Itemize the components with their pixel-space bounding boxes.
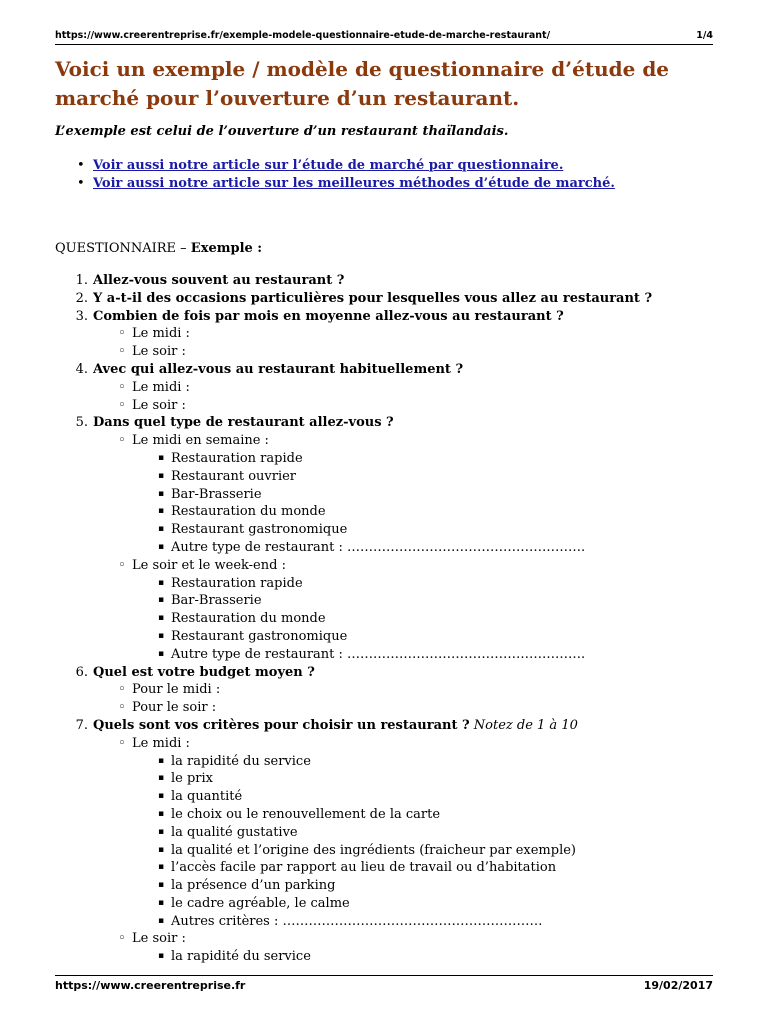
option-item: [55, 859, 652, 877]
questionnaire-heading-main: Exemple :: [190, 241, 263, 256]
question-item: [55, 414, 652, 432]
circle-bullet-icon: ◦: [118, 557, 126, 573]
option-item: [55, 806, 652, 824]
sub-question-item: [55, 557, 652, 575]
option-item: [55, 788, 652, 806]
sub-question-text: Le soir et le week-end :: [132, 557, 286, 573]
option-text: Bar-Brasserie: [171, 593, 262, 609]
option-text: Restaurant gastronomique: [171, 522, 348, 538]
question-number: 3.: [75, 308, 88, 324]
option-text: Bar-Brasserie: [171, 486, 262, 502]
option-item: [55, 521, 652, 539]
sub-question-text: Pour le midi :: [132, 682, 221, 698]
question-text: Dans quel type de restaurant allez-vous ?: [93, 415, 394, 431]
sub-question-item: [55, 699, 652, 717]
link-etude-questionnaire[interactable]: Voir aussi notre article sur l’étude de marché par questionnaire.: [93, 158, 564, 173]
page-footer: [55, 975, 713, 992]
circle-bullet-icon: ◦: [118, 379, 126, 395]
option-text: la rapidité du service: [171, 949, 311, 965]
question-item: [55, 272, 652, 290]
option-text: Restauration rapide: [171, 450, 303, 466]
option-text: Restauration du monde: [171, 504, 326, 520]
circle-bullet-icon: ◦: [118, 700, 126, 716]
option-text: Autres critères : ……………………………………………………: [171, 913, 543, 929]
question-text: Avec qui allez-vous au restaurant habituellement ?: [93, 361, 464, 377]
option-text: la quantité: [171, 789, 243, 805]
question-item: [55, 308, 652, 326]
option-item: [55, 948, 652, 966]
square-bullet-icon: ▪: [158, 524, 165, 535]
option-text: Restaurant gastronomique: [171, 628, 348, 644]
option-text: la rapidité du service: [171, 753, 311, 769]
questionnaire-heading-prefix: QUESTIONNAIRE –: [55, 241, 191, 256]
sub-question-item: [55, 397, 652, 415]
option-text: la qualité et l’origine des ingrédients (fraicheur par exemple): [171, 842, 576, 858]
square-bullet-icon: ▪: [158, 791, 165, 802]
option-item: [55, 842, 652, 860]
sub-question-item: [55, 930, 652, 948]
questionnaire-list: [55, 272, 652, 966]
square-bullet-icon: ▪: [158, 577, 165, 588]
sub-question-item: [55, 343, 652, 361]
square-bullet-icon: ▪: [158, 844, 165, 855]
sub-question-item: [55, 432, 652, 450]
option-item: [55, 539, 652, 557]
question-item: [55, 717, 652, 735]
header-url: https://www.creerentreprise.fr/exemple-modele-questionnaire-etude-de-marche-restaurant/: [55, 30, 551, 41]
sub-question-item: [55, 681, 652, 699]
square-bullet-icon: ▪: [158, 915, 165, 926]
sub-question-item: [55, 379, 652, 397]
question-number: 2.: [75, 290, 88, 306]
list-item: [55, 157, 615, 175]
page-number: 1/4: [696, 30, 713, 41]
sub-question-text: Le midi :: [132, 326, 190, 342]
question-number: 7.: [75, 717, 88, 733]
sub-question-text: Le midi :: [132, 379, 190, 395]
option-text: la présence d’un parking: [171, 878, 336, 894]
sub-question-item: [55, 735, 652, 753]
option-item: [55, 646, 652, 664]
option-text: Restaurant ouvrier: [171, 468, 297, 484]
option-item: [55, 486, 652, 504]
option-item: [55, 913, 652, 931]
option-text: Autre type de restaurant : ……………………………………………….: [171, 539, 586, 555]
questionnaire-heading: [55, 240, 262, 258]
question-item: [55, 290, 652, 308]
option-text: le choix ou le renouvellement de la carte: [171, 806, 441, 822]
question-text: Quel est votre budget moyen ?: [93, 664, 315, 680]
square-bullet-icon: ▪: [158, 897, 165, 908]
question-number: 6.: [75, 664, 88, 680]
page-header: [55, 30, 713, 45]
footer-site: https://www.creerentreprise.fr: [55, 979, 246, 992]
intro-text: L’exemple est celui de l’ouverture d’un restaurant thaïlandais.: [55, 124, 509, 139]
question-text: Y a-t-il des occasions particulières pour lesquelles vous allez au restaurant ?: [93, 290, 653, 306]
square-bullet-icon: ▪: [158, 630, 165, 641]
square-bullet-icon: ▪: [158, 595, 165, 606]
option-text: l’accès facile par rapport au lieu de travail ou d’habitation: [171, 860, 557, 876]
sub-question-text: Le soir :: [132, 344, 186, 360]
option-item: [55, 592, 652, 610]
question-note: Notez de 1 à 10: [473, 717, 578, 733]
sub-question-item: [55, 325, 652, 343]
link-methodes-etude[interactable]: Voir aussi notre article sur les meilleures méthodes d’étude de marché.: [93, 175, 615, 191]
question-number: 1.: [75, 273, 88, 288]
option-item: [55, 468, 652, 486]
sub-question-text: Pour le soir :: [132, 700, 217, 716]
sub-question-text: Le midi en semaine :: [132, 433, 269, 449]
question-item: [55, 361, 652, 379]
square-bullet-icon: ▪: [158, 826, 165, 837]
square-bullet-icon: ▪: [158, 470, 165, 481]
related-links-list: [55, 157, 615, 192]
sub-question-text: Le midi :: [132, 735, 190, 751]
square-bullet-icon: ▪: [158, 880, 165, 891]
footer-date: 19/02/2017: [643, 979, 713, 992]
square-bullet-icon: ▪: [158, 951, 165, 962]
question-text: Combien de fois par mois en moyenne allez-vous au restaurant ?: [93, 308, 564, 324]
question-item: [55, 664, 652, 682]
option-text: Restauration du monde: [171, 611, 326, 627]
option-item: [55, 770, 652, 788]
circle-bullet-icon: ◦: [118, 397, 126, 413]
option-item: [55, 575, 652, 593]
option-item: [55, 628, 652, 646]
square-bullet-icon: ▪: [158, 862, 165, 873]
circle-bullet-icon: ◦: [118, 735, 126, 751]
square-bullet-icon: ▪: [158, 613, 165, 624]
option-text: le cadre agréable, le calme: [171, 895, 350, 911]
question-number: 5.: [75, 415, 88, 431]
sub-question-text: Le soir :: [132, 397, 186, 413]
option-text: le prix: [171, 771, 214, 787]
question-text: Quels sont vos critères pour choisir un restaurant ?: [93, 717, 470, 733]
square-bullet-icon: ▪: [158, 773, 165, 784]
option-item: [55, 753, 652, 771]
circle-bullet-icon: ◦: [118, 433, 126, 449]
square-bullet-icon: ▪: [158, 506, 165, 517]
option-item: [55, 824, 652, 842]
circle-bullet-icon: ◦: [118, 344, 126, 360]
option-item: [55, 877, 652, 895]
square-bullet-icon: ▪: [158, 648, 165, 659]
question-number: 4.: [75, 361, 88, 377]
option-text: Autre type de restaurant : ……………………………………………….: [171, 646, 586, 662]
square-bullet-icon: ▪: [158, 452, 165, 463]
page-title: Voici un exemple / modèle de questionnaire d’étude de marché pour l’ouverture d’un restaurant.: [55, 57, 670, 110]
option-item: [55, 450, 652, 468]
option-item: [55, 895, 652, 913]
list-item: [55, 175, 615, 193]
circle-bullet-icon: ◦: [118, 326, 126, 342]
square-bullet-icon: ▪: [158, 808, 165, 819]
option-item: [55, 503, 652, 521]
circle-bullet-icon: ◦: [118, 682, 126, 698]
question-text: Allez-vous souvent au restaurant ?: [93, 273, 345, 288]
option-text: Restauration rapide: [171, 575, 303, 591]
square-bullet-icon: ▪: [158, 755, 165, 766]
circle-bullet-icon: ◦: [118, 931, 126, 947]
square-bullet-icon: ▪: [158, 488, 165, 499]
sub-question-text: Le soir :: [132, 931, 186, 947]
option-item: [55, 610, 652, 628]
option-text: la qualité gustative: [171, 824, 298, 840]
square-bullet-icon: ▪: [158, 541, 165, 552]
